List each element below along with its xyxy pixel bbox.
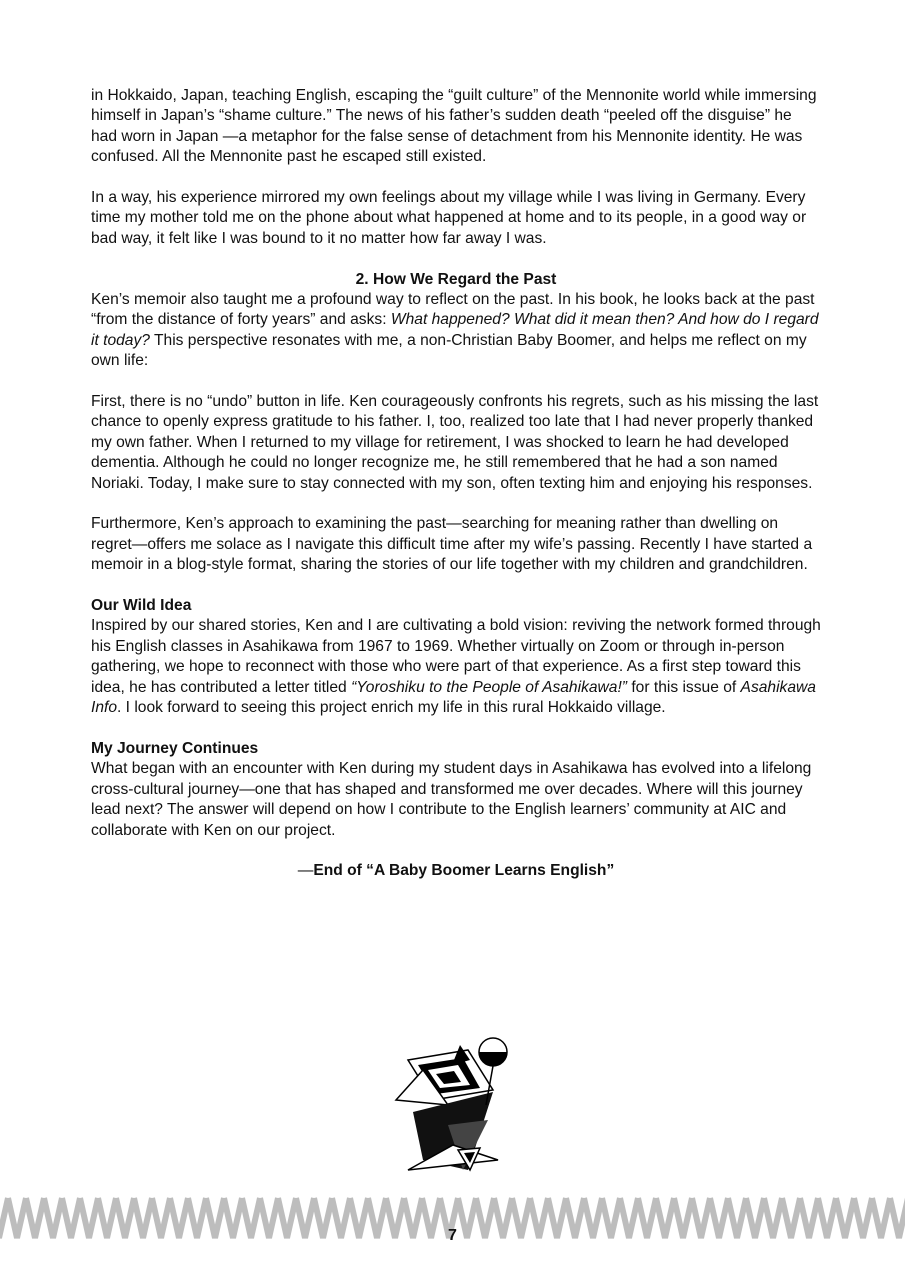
artwork-half-circle [479,1052,507,1066]
closing-text: End of “A Baby Boomer Learns English” [313,862,615,880]
paragraph-text: Ken’s memoir also taught me a profound way to reflect on the past. In his book, he looks back at the past “from the distance of forty years” and asks: [91,291,815,329]
italic-question: What happened? What did it mean then? And how do I regard it today? [91,311,819,349]
section-heading: Our Wild Idea [91,597,192,615]
closing-dash: — [297,862,314,880]
paragraph [91,616,821,718]
page-number: 7 [448,1227,457,1244]
paragraph-text: Inspired by our shared stories, Ken and I are cultivating a bold vision: reviving the network formed through his English classes in Asahikawa from 1967 to 1969. Whether virtually on Zoom or through in-person gathering, we hope to reconnect with those who were part of that experience. As a first step toward this idea, he has contributed a letter titled [91,617,821,696]
paragraph-text: This perspective resonates with me, a non-Christian Baby Boomer, and helps me reflect on my own life: [91,331,807,370]
section-heading: 2. How We Regard the Past [355,270,557,288]
paragraph-text: . I look forward to seeing this project enrich my life in this rural Hokkaido village. [117,699,666,717]
paragraph-text: for this issue of [627,678,741,696]
paragraph [91,290,821,372]
letter-title: “Yoroshiku to the People of Asahikawa!” [351,678,627,696]
paragraph: What began with an encounter with Ken during my student days in Asahikawa has evolved into a lifelong cross-cultural journey—one that has shaped and transformed me over decades. Where will this journey lead next? The answer will depend on how I contribute to the English learners’ community at AIC and collaborate with Ken on our project. [91,760,812,839]
publication-title: Asahikawa Info [91,678,816,717]
section-heading: My Journey Continues [91,739,259,757]
paragraph: First, there is no “undo” button in life. Ken courageously confronts his regrets, such as his missing the last chance to openly express gratitude to his father. I, too, realized too late that I had never properly thanked my own father. When I returned to my village for retirement, I was shocked to learn he had developed dementia. Although he could no longer recognize me, he still remembered that he had a son named Noriaki. Today, I make sure to stay connected with my son, often texting him and enjoying his responses. [91,393,819,492]
paragraph: in Hokkaido, Japan, teaching English, escaping the “guilt culture” of the Mennonite world while immersing himself in Japan’s “shame culture.” The news of his father’s sudden death “peeled off the disguise” he had worn in Japan —a metaphor for the false sense of detachment from his Mennonite identity. He was confused. All the Mennonite past he escaped still existed. [91,87,817,166]
paragraph: Furthermore, Ken’s approach to examining the past—searching for meaning rather than dwelling on regret—offers me solace as I navigate this difficult time after my wife’s passing. Recently I have started a memoir in a blog-style format, sharing the stories of our life together with my children and grandchildren. [91,515,813,574]
article-body [91,86,821,882]
abstract-artwork [388,1030,518,1180]
closing-line [91,861,821,881]
paragraph: In a way, his experience mirrored my own feelings about my village while I was living in Germany. Every time my mother told me on the phone about what happened at home and to its people, in a good way or bad way, it felt like I was bound to it no matter how far away I was. [91,189,807,247]
